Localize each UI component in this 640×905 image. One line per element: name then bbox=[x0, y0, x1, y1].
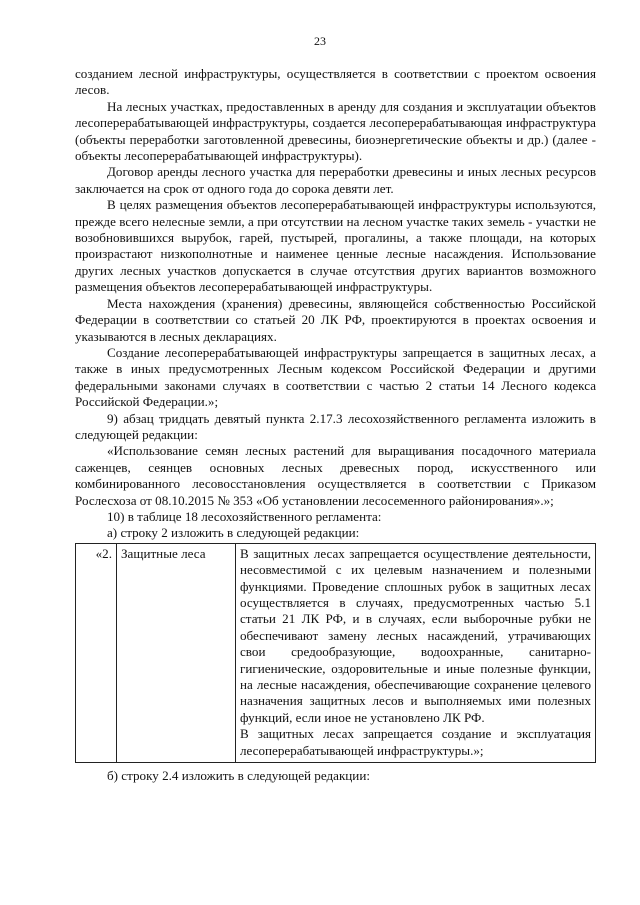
paragraph: В целях размещения объектов лесоперерабатывающей инфраструктуры используются, прежде всего нелесные земли, а при отсутствии на лесном участке таких земель - участки не возобновившихся вырубок, гарей, пустырей, прогалины, а также площади, на которых произрастают низкополнотные и наименее ценные лесные насаждения. Использование других лесных участков допускается в случае отсутствия других вариантов возможного размещения объектов лесоперерабатывающей инфраструктуры. bbox=[75, 197, 596, 295]
table-row bbox=[76, 543, 596, 762]
paragraph: Договор аренды лесного участка для переработки древесины и иных лесных ресурсов заключается на срок от одного года до сорока девяти лет. bbox=[75, 164, 596, 196]
paragraph: «Использование семян лесных растений для выращивания посадочного материала саженцев, сеянцев основных лесных древесных пород, искусственного или комбинированного лесовосстановления осуществляется в соответствии с Приказом Рослесхоза от 08.10.2015 № 353 «Об установлении лесосеменного районирования».»; bbox=[75, 443, 596, 508]
page-number: 23 bbox=[314, 34, 326, 48]
document-body bbox=[75, 66, 596, 784]
cell-paragraph: В защитных лесах запрещается создание и эксплуатация лесоперерабатывающей инфраструктуры.»; bbox=[240, 726, 591, 758]
regulation-table bbox=[75, 543, 596, 763]
paragraph: Места нахождения (хранения) древесины, являющейся собственностью Российской Федерации в соответствии со статьей 20 ЛК РФ, проектируются в проектах освоения и указываются в лесных декларациях. bbox=[75, 295, 596, 344]
forest-category-cell: Защитные леса bbox=[117, 543, 236, 762]
row-number-cell: «2. bbox=[76, 543, 117, 762]
paragraph: созданием лесной инфраструктуры, осуществляется в соответствии с проектом освоения лесов. bbox=[75, 66, 596, 98]
paragraph: а) строку 2 изложить в следующей редакции: bbox=[107, 525, 360, 541]
paragraph: 9) абзац тридцать девятый пункта 2.17.3 лесохозяйственного регламента изложить в следующей редакции: bbox=[75, 410, 596, 442]
paragraphs-before-table bbox=[75, 66, 596, 542]
paragraph: На лесных участках, предоставленных в аренду для создания и эксплуатации объектов лесоперерабатывающей инфраструктуры, создается лесоперерабатывающая инфраструктура (объекты переработки заготовленной древесины, биоэнергетические объекты и др.) (далее - объекты лесоперерабатывающей инфраструктуры). bbox=[75, 98, 596, 164]
paragraph: Создание лесоперерабатывающей инфраструктуры запрещается в защитных лесах, а также в иных предусмотренных Лесным кодексом Российской Федерации и другими федеральными законами случаях в соответствии с частью 2 статьи 14 Лесного кодекса Российской Федерации.»; bbox=[75, 344, 596, 410]
paragraph: 10) в таблице 18 лесохозяйственного регламента: bbox=[107, 508, 382, 524]
paragraph-after-table: б) строку 2.4 изложить в следующей редакции: bbox=[107, 768, 370, 784]
restriction-text-cell bbox=[236, 543, 596, 762]
cell-paragraph: В защитных лесах запрещается осуществление деятельности, несовместимой с их целевым назначением и полезными функциями. Проведение сплошных рубок в защитных лесах осуществляется в случаях, предусмотренных частью 5.1 статьи 21 ЛК РФ, и в случаях, если выборочные рубки не обеспечивают замену лесных насаждений, утрачивающих свои средообразующие, водоохранные, санитарно-гигиенические, оздоровительные и иные полезные функции, на лесные насаждения, обеспечивающие сохранение целевого назначения защитных лесов и выполняемых ими полезных функций, если иное не установлено ЛК РФ. bbox=[240, 545, 591, 725]
